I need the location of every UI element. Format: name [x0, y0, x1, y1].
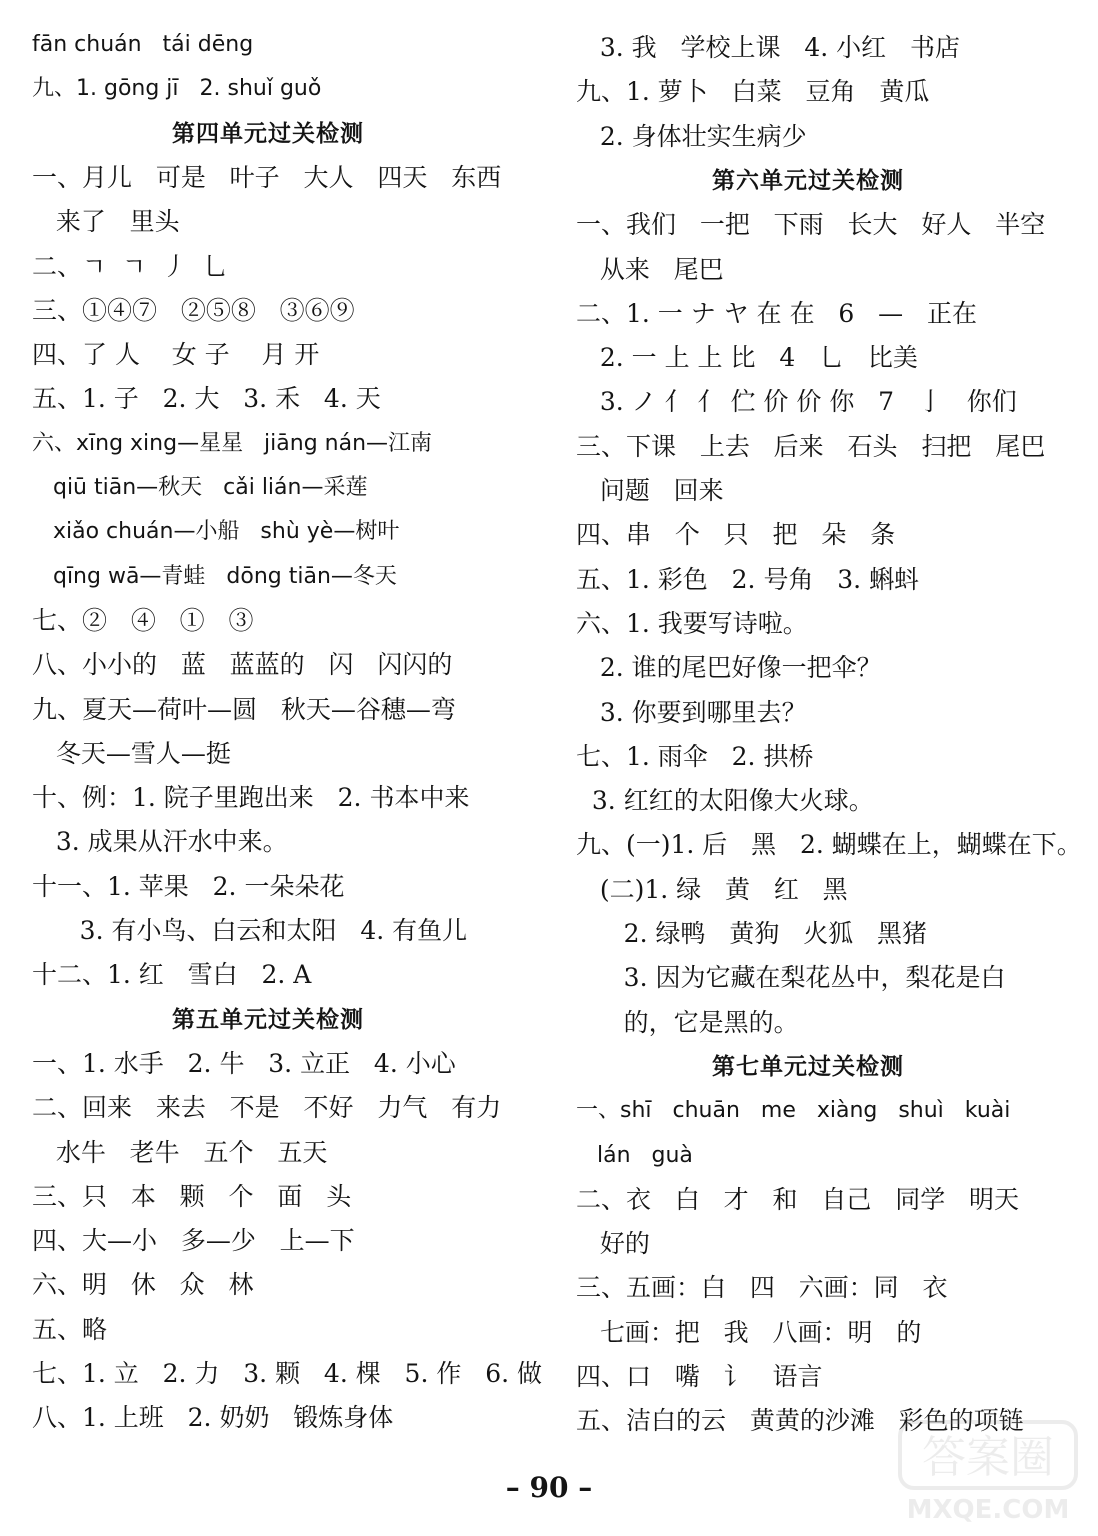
- answer-line: 3. 红红的太阳像大火球。: [576, 786, 874, 816]
- answer-line: 九、(一)1. 后 黑 2. 蝴蝶在上，蝴蝶在下。: [576, 830, 1082, 860]
- section-heading: 第四单元过关检测: [172, 119, 364, 147]
- answer-line: (二)1. 绿 黄 红 黑: [576, 874, 848, 904]
- answer-line: 七、1. 立 2. 力 3. 颗 4. 棵 5. 作 6. 做: [32, 1359, 542, 1388]
- answer-line: lán guà: [576, 1142, 693, 1168]
- answer-line: 九、1. gōng jī 2. shuǐ guǒ: [32, 76, 322, 102]
- answer-line: 二、1. 一 ナ ヤ 在 在 6 — 正在: [576, 298, 978, 328]
- answer-line: 一、月儿 可是 叶子 大人 四天 东西: [32, 162, 502, 192]
- answer-line: 三、下课 上去 后来 石头 扫把 尾巴: [576, 431, 1046, 461]
- section-heading: 第六单元过关检测: [712, 166, 904, 194]
- answer-line: 七画：把 我 八画：明 的: [576, 1317, 922, 1347]
- answer-line: 九、1. 萝卜 白菜 豆角 黄瓜: [576, 77, 930, 107]
- svg-text:答案圈: 答案圈: [922, 1432, 1054, 1483]
- answer-line: 六、明 休 众 林: [32, 1270, 254, 1300]
- answer-line: 七、1. 雨伞 2. 拱桥: [576, 741, 814, 771]
- answer-line: 四、了 人 女 子 月 开: [32, 340, 320, 370]
- answer-line: 七、② ④ ① ③: [32, 605, 254, 635]
- answer-line: 二、衣 白 才 和 自己 同学 明天: [576, 1184, 1020, 1214]
- answer-line: 问题 回来: [576, 476, 724, 505]
- section-heading: 第五单元过关检测: [172, 1005, 364, 1033]
- answer-line: 一、shī chuān me xiàng shuì kuài: [576, 1098, 1011, 1124]
- answer-line: 五、略: [32, 1314, 108, 1344]
- answer-line: 十、例：1. 院子里跑出来 2. 书本中来: [32, 783, 470, 813]
- answer-line: 3. 因为它藏在梨花丛中，梨花是白: [576, 963, 1006, 993]
- answer-line: xiǎo chuán—小船 shù yè—树叶: [32, 519, 400, 545]
- answer-line: 2. 身体壮实生病少: [576, 121, 807, 151]
- watermark-logo: [898, 1416, 1078, 1526]
- answer-line: qiū tiān—秋天 cǎi lián—采莲: [32, 475, 368, 500]
- answer-line: 的，它是黑的。: [576, 1007, 799, 1037]
- answer-line: 好的: [576, 1229, 650, 1259]
- answer-line: 八、1. 上班 2. 奶奶 锻炼身体: [32, 1403, 394, 1433]
- answer-line: 五、1. 彩色 2. 号角 3. 蝌蚪: [576, 564, 920, 594]
- answer-line: 六、1. 我要写诗啦。: [576, 608, 808, 638]
- answer-line: 十一、1. 苹果 2. 一朵朵花: [32, 871, 345, 901]
- answer-line: 四、口 嘴 讠 语言: [576, 1362, 823, 1391]
- answer-line: 从来 尾巴: [576, 254, 724, 284]
- answer-line: 3. 有小鸟、白云和太阳 4. 有鱼儿: [32, 916, 468, 945]
- answer-line: 三、五画：白 四 六画：同 衣: [576, 1273, 948, 1303]
- answer-line: 八、小小的 蓝 蓝蓝的 闪 闪闪的: [32, 650, 453, 680]
- answer-line: 二、回来 来去 不是 不好 力气 有力: [32, 1093, 502, 1123]
- answer-line: 冬天—雪人—挺: [32, 738, 231, 768]
- answer-line: 水牛 老牛 五个 五天: [32, 1137, 328, 1167]
- answer-line: 三、只 本 颗 个 面 头: [32, 1181, 352, 1211]
- answer-line: 三、①④⑦ ②⑤⑧ ③⑥⑨: [32, 295, 355, 325]
- answer-line: 2. 绿鸭 黄狗 火狐 黑猪: [576, 919, 928, 948]
- answer-line: 2. 谁的尾巴好像一把伞？: [576, 653, 882, 683]
- answer-line: 五、洁白的云 黄黄的沙滩 彩色的项链: [576, 1406, 1024, 1436]
- answer-line: 2. ⼀ 上 上 比 4 乚 比美: [576, 343, 918, 373]
- answer-line: 来了 里头: [32, 207, 180, 237]
- answer-line: 3. 我 学校上课 4. 小红 书店: [576, 33, 960, 62]
- answer-line: 九、夏天—荷叶—圆 秋天—谷穗—弯: [32, 694, 456, 724]
- answer-line: 一、1. 水手 2. 牛 3. 立正 4. 小心: [32, 1048, 456, 1078]
- section-heading: 第七单元过关检测: [712, 1052, 904, 1080]
- page-number: – 90 –: [505, 1471, 593, 1504]
- answer-line: 六、xīng xing—星星 jiāng nán—江南: [32, 430, 433, 456]
- answer-line: 五、1. 子 2. 大 3. 禾 4. 天: [32, 384, 381, 414]
- answer-line: 四、大—小 多—少 上—下: [32, 1226, 355, 1256]
- answer-line: 十二、1. 红 雪白 2. A: [32, 960, 312, 990]
- answer-line: 3. ノ 亻 亻 伫 价 价 你 7 亅 你们: [576, 387, 1017, 417]
- answer-line: 四、串 个 只 把 朵 条: [576, 520, 896, 550]
- answer-line: qīng wā—青蛙 dōng tiān—冬天: [32, 563, 397, 589]
- answer-line: 3. 你要到哪里去？: [576, 697, 807, 727]
- answer-line: fān chuán tái dēng: [32, 32, 254, 57]
- svg-text:MXQE.COM: MXQE.COM: [906, 1495, 1070, 1525]
- answer-line: 二、ㄱ ㄱ 丿 乚: [32, 251, 228, 281]
- answer-line: 3. 成果从汗水中来。: [32, 827, 288, 857]
- answer-line: 一、我们 一把 下雨 长大 好人 半空: [576, 210, 1046, 240]
